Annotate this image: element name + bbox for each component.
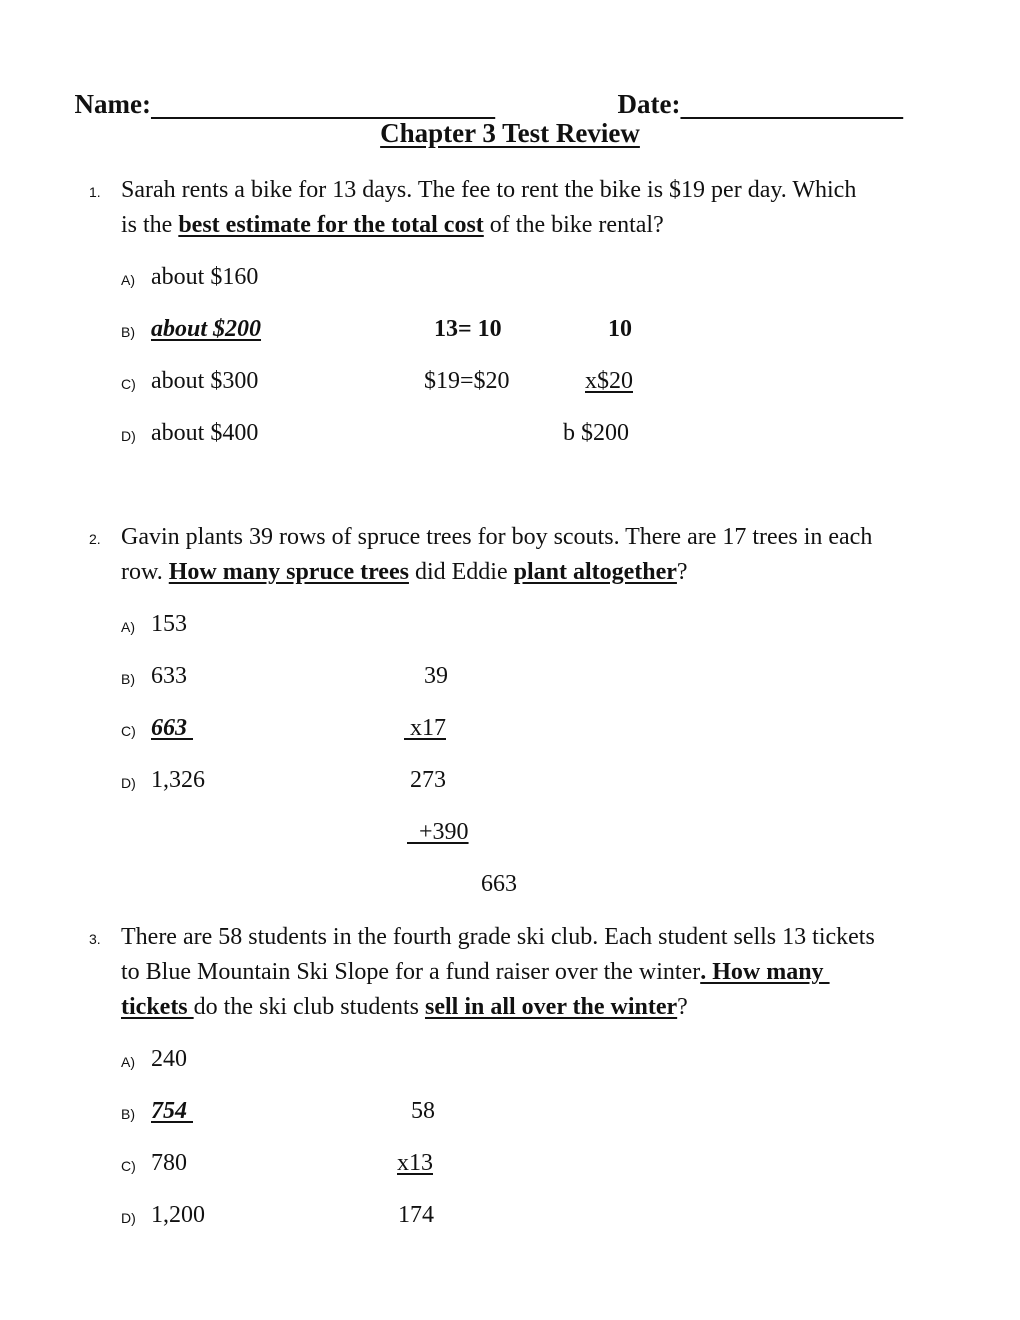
q1-option-d-letter: D) [121, 428, 136, 444]
q1-line2-pre: is the [121, 212, 179, 238]
q1-option-c[interactable]: about $300 [151, 368, 259, 394]
q3-line3-b: do the ski club students [193, 994, 425, 1020]
q3-emphasis-1: . How many [700, 959, 830, 985]
q2-work-multiplicand: 39 [424, 663, 448, 689]
q2-work-partial-2: +390 [407, 819, 469, 845]
question-1-line-1: Sarah rents a bike for 13 days. The fee to rent the bike is $19 per day. Which [121, 177, 857, 203]
question-3-number: 3. [89, 931, 101, 947]
question-1-number: 1. [89, 184, 101, 200]
question-3-line-1: There are 58 students in the fourth grade ski club. Each student sells 13 tickets [121, 924, 875, 950]
q1-option-c-letter: C) [121, 376, 136, 392]
q1-option-b-letter: B) [121, 324, 135, 340]
q1-option-a[interactable]: about $160 [151, 264, 259, 290]
question-2-line-1: Gavin plants 39 rows of spruce trees for boy scouts. There are 17 trees in each [121, 524, 873, 550]
q3-option-b-letter: B) [121, 1106, 135, 1122]
question-3-line-3 [121, 995, 688, 1019]
q3-option-a[interactable]: 240 [151, 1046, 187, 1072]
date-field[interactable] [604, 64, 903, 118]
name-label: Name: [74, 89, 151, 119]
q2-option-c-selected[interactable]: 663 [151, 715, 193, 741]
q2-line2-a: row. [121, 559, 169, 585]
q3-line2-a: to Blue Mountain Ski Slope for a fund raiser over the winter [121, 959, 701, 985]
q3-option-c[interactable]: 780 [151, 1150, 187, 1176]
q2-option-b[interactable]: 633 [151, 663, 187, 689]
question-3-line-2 [121, 960, 830, 984]
q1-work-multiplicand: 10 [608, 316, 632, 342]
q1-line2-post: of the bike rental? [483, 212, 664, 238]
name-field[interactable] [61, 64, 495, 118]
q3-option-a-letter: A) [121, 1054, 135, 1070]
q3-option-d-letter: D) [121, 1210, 136, 1226]
q1-work-result: b $200 [563, 420, 629, 446]
q2-emphasis-1: How many spruce trees [168, 559, 409, 585]
date-blank[interactable] [680, 89, 903, 119]
q2-option-d[interactable]: 1,326 [151, 767, 205, 793]
q3-option-d[interactable]: 1,200 [151, 1202, 205, 1228]
name-blank[interactable] [151, 89, 495, 119]
q3-option-c-letter: C) [121, 1158, 136, 1174]
q2-work-multiplier: x17 [404, 715, 446, 741]
q3-line3-d: ? [677, 994, 688, 1020]
q2-option-a-letter: A) [121, 619, 135, 635]
question-2-number: 2. [89, 531, 101, 547]
date-label: Date: [617, 89, 681, 119]
q2-option-a[interactable]: 153 [151, 611, 187, 637]
q3-work-multiplier: x13 [397, 1150, 433, 1176]
q3-work-multiplicand: 58 [411, 1098, 435, 1124]
q1-work-rounding-19: $19=$20 [424, 368, 510, 394]
q3-emphasis-2: tickets [121, 994, 194, 1020]
q2-emphasis-2: plant altogether [513, 559, 677, 585]
q2-work-result: 663 [481, 871, 517, 897]
q2-work-partial-1: 273 [410, 767, 446, 793]
q1-work-multiplier: x$20 [585, 368, 633, 394]
q1-emphasis: best estimate for the total cost [178, 212, 484, 238]
q3-option-b-selected[interactable]: 754 [151, 1098, 193, 1124]
q1-work-rounding-13: 13= 10 [434, 316, 502, 342]
q1-option-a-letter: A) [121, 272, 135, 288]
q2-option-b-letter: B) [121, 671, 135, 687]
q1-option-b-selected[interactable]: about $200 [151, 316, 262, 342]
question-2-line-2 [121, 560, 688, 584]
q2-option-c-letter: C) [121, 723, 136, 739]
q1-option-d[interactable]: about $400 [151, 420, 259, 446]
q2-line2-c: did Eddie [408, 559, 514, 585]
q2-option-d-letter: D) [121, 775, 136, 791]
page-title: Chapter 3 Test Review [380, 118, 640, 148]
q3-emphasis-3: sell in all over the winter [424, 994, 678, 1020]
q3-work-partial-1: 174 [398, 1202, 434, 1228]
q2-line2-e: ? [676, 559, 688, 585]
question-1-line-2 [121, 213, 664, 237]
